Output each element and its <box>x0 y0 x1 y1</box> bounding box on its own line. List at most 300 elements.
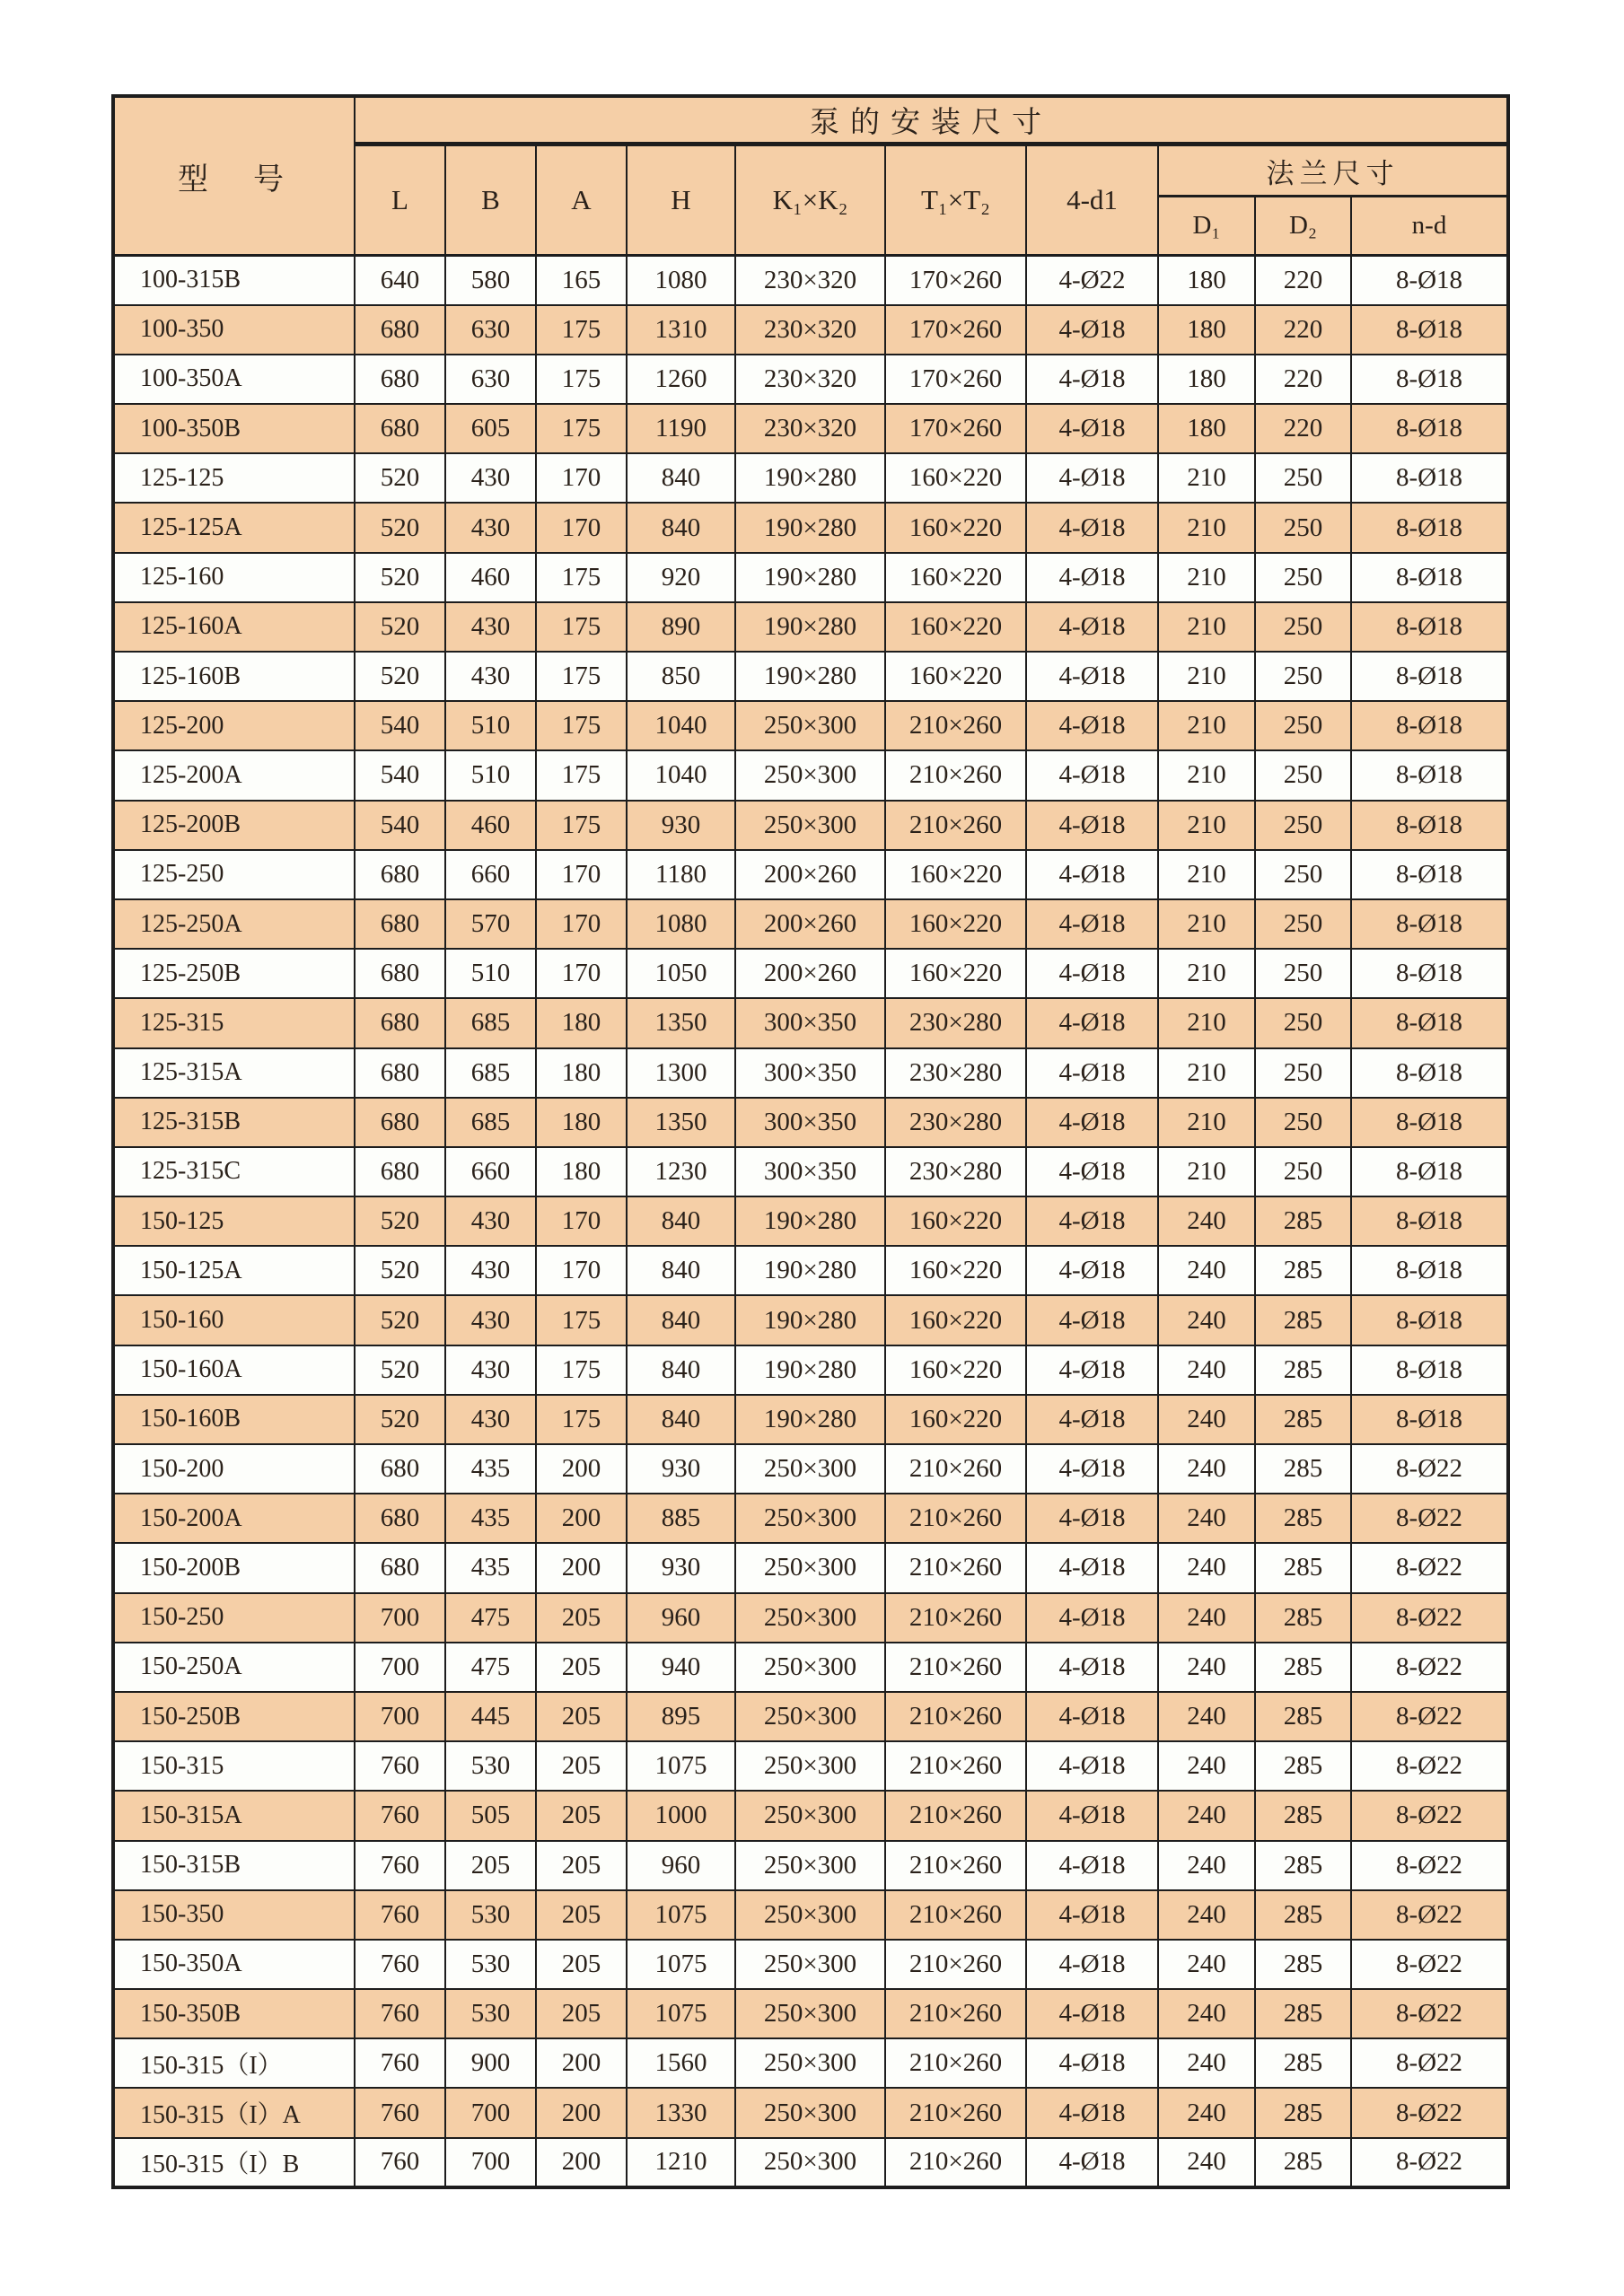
value-cell: 210 <box>1158 998 1255 1047</box>
value-cell: 4-Ø18 <box>1026 850 1158 899</box>
value-cell: 1040 <box>627 750 735 800</box>
value-cell: 210 <box>1158 801 1255 850</box>
value-cell: 205 <box>536 1791 627 1840</box>
value-cell: 210 <box>1158 602 1255 652</box>
model-cell: 150-315（I）A <box>113 2088 355 2137</box>
value-cell: 250 <box>1255 750 1351 800</box>
value-cell: 680 <box>355 998 445 1047</box>
value-cell: 510 <box>445 949 536 998</box>
value-cell: 1560 <box>627 2038 735 2088</box>
table-row <box>113 2138 1508 2187</box>
value-cell: 890 <box>627 602 735 652</box>
value-cell: 8-Ø22 <box>1351 1741 1508 1791</box>
value-cell: 8-Ø22 <box>1351 1890 1508 1940</box>
table-row <box>113 602 1508 652</box>
value-cell: 4-Ø18 <box>1026 1295 1158 1345</box>
table-row <box>113 1741 1508 1791</box>
value-cell: 285 <box>1255 1940 1351 1989</box>
value-cell: 8-Ø18 <box>1351 1246 1508 1295</box>
value-cell: 505 <box>445 1791 536 1840</box>
value-cell: 240 <box>1158 1543 1255 1592</box>
value-cell: 8-Ø18 <box>1351 850 1508 899</box>
value-cell: 250×300 <box>735 1791 885 1840</box>
model-cell: 100-315B <box>113 256 355 305</box>
table-row <box>113 1940 1508 1989</box>
value-cell: 8-Ø22 <box>1351 2088 1508 2137</box>
table-row <box>113 1543 1508 1592</box>
value-cell: 205 <box>536 1593 627 1643</box>
table-row <box>113 503 1508 552</box>
value-cell: 210 <box>1158 1147 1255 1196</box>
value-cell: 520 <box>355 1196 445 1246</box>
value-cell: 435 <box>445 1543 536 1592</box>
value-cell: 4-Ø18 <box>1026 553 1158 602</box>
value-cell: 285 <box>1255 1395 1351 1444</box>
value-cell: 8-Ø18 <box>1351 701 1508 750</box>
value-cell: 630 <box>445 355 536 404</box>
value-cell: 8-Ø22 <box>1351 1692 1508 1741</box>
value-cell: 4-Ø18 <box>1026 801 1158 850</box>
value-cell: 8-Ø18 <box>1351 355 1508 404</box>
table-row <box>113 2088 1508 2137</box>
value-cell: 230×320 <box>735 256 885 305</box>
value-cell: 570 <box>445 899 536 949</box>
model-cell: 150-315B <box>113 1841 355 1890</box>
value-cell: 250×300 <box>735 1494 885 1543</box>
value-cell: 300×350 <box>735 1048 885 1098</box>
value-cell: 285 <box>1255 1989 1351 2038</box>
value-cell: 170 <box>536 453 627 503</box>
value-cell: 520 <box>355 453 445 503</box>
value-cell: 885 <box>627 1494 735 1543</box>
value-cell: 160×220 <box>885 1246 1026 1295</box>
value-cell: 4-Ø18 <box>1026 701 1158 750</box>
value-cell: 250 <box>1255 1048 1351 1098</box>
value-cell: 250 <box>1255 453 1351 503</box>
value-cell: 1075 <box>627 1989 735 2038</box>
value-cell: 520 <box>355 652 445 701</box>
value-cell: 680 <box>355 1048 445 1098</box>
value-cell: 1050 <box>627 949 735 998</box>
value-cell: 170 <box>536 503 627 552</box>
value-cell: 200 <box>536 2088 627 2137</box>
value-cell: 1350 <box>627 1098 735 1147</box>
value-cell: 200×260 <box>735 850 885 899</box>
value-cell: 250×300 <box>735 750 885 800</box>
value-cell: 530 <box>445 1989 536 2038</box>
value-cell: 250 <box>1255 899 1351 949</box>
value-cell: 190×280 <box>735 1345 885 1395</box>
value-cell: 240 <box>1158 1741 1255 1791</box>
value-cell: 240 <box>1158 1444 1255 1494</box>
value-cell: 700 <box>355 1593 445 1643</box>
value-cell: 160×220 <box>885 1196 1026 1246</box>
value-cell: 4-Ø18 <box>1026 1841 1158 1890</box>
value-cell: 680 <box>355 1494 445 1543</box>
value-cell: 240 <box>1158 1345 1255 1395</box>
value-cell: 8-Ø18 <box>1351 305 1508 355</box>
model-cell: 125-160B <box>113 652 355 701</box>
value-cell: 175 <box>536 701 627 750</box>
value-cell: 240 <box>1158 2138 1255 2187</box>
value-cell: 920 <box>627 553 735 602</box>
value-cell: 200 <box>536 1494 627 1543</box>
value-cell: 230×280 <box>885 1098 1026 1147</box>
value-cell: 250 <box>1255 801 1351 850</box>
value-cell: 285 <box>1255 1444 1351 1494</box>
table-row <box>113 1643 1508 1692</box>
value-cell: 210×260 <box>885 1692 1026 1741</box>
value-cell: 8-Ø22 <box>1351 2138 1508 2187</box>
value-cell: 250×300 <box>735 1940 885 1989</box>
value-cell: 8-Ø18 <box>1351 750 1508 800</box>
value-cell: 230×280 <box>885 1147 1026 1196</box>
value-cell: 250 <box>1255 602 1351 652</box>
value-cell: 1080 <box>627 899 735 949</box>
value-cell: 210×260 <box>885 2088 1026 2137</box>
value-cell: 205 <box>536 1940 627 1989</box>
value-cell: 540 <box>355 701 445 750</box>
value-cell: 840 <box>627 503 735 552</box>
value-cell: 210 <box>1158 949 1255 998</box>
value-cell: 240 <box>1158 1791 1255 1840</box>
value-cell: 4-Ø18 <box>1026 355 1158 404</box>
value-cell: 285 <box>1255 1494 1351 1543</box>
value-cell: 680 <box>355 1147 445 1196</box>
value-cell: 510 <box>445 750 536 800</box>
value-cell: 210 <box>1158 553 1255 602</box>
table-row <box>113 1048 1508 1098</box>
model-cell: 150-250B <box>113 1692 355 1741</box>
value-cell: 960 <box>627 1841 735 1890</box>
value-cell: 760 <box>355 1741 445 1791</box>
value-cell: 240 <box>1158 1593 1255 1643</box>
value-cell: 210 <box>1158 701 1255 750</box>
value-cell: 285 <box>1255 2138 1351 2187</box>
value-cell: 240 <box>1158 1940 1255 1989</box>
value-cell: 170 <box>536 949 627 998</box>
value-cell: 660 <box>445 850 536 899</box>
value-cell: 210 <box>1158 453 1255 503</box>
model-cell: 150-315 <box>113 1741 355 1791</box>
value-cell: 210 <box>1158 1048 1255 1098</box>
value-cell: 170 <box>536 1196 627 1246</box>
value-cell: 460 <box>445 553 536 602</box>
value-cell: 8-Ø18 <box>1351 1295 1508 1345</box>
value-cell: 250 <box>1255 850 1351 899</box>
model-column-header: 型 号 <box>113 96 355 256</box>
value-cell: 240 <box>1158 1643 1255 1692</box>
table-row <box>113 404 1508 453</box>
value-cell: 220 <box>1255 404 1351 453</box>
value-cell: 180 <box>1158 355 1255 404</box>
value-cell: 1260 <box>627 355 735 404</box>
column-header-T1xT2: T₁×T₂ <box>885 145 1026 256</box>
table-row <box>113 998 1508 1047</box>
value-cell: 300×350 <box>735 1098 885 1147</box>
value-cell: 530 <box>445 1940 536 1989</box>
value-cell: 240 <box>1158 1196 1255 1246</box>
value-cell: 640 <box>355 256 445 305</box>
table-title: 泵的安装尺寸 <box>355 96 1508 145</box>
value-cell: 250×300 <box>735 801 885 850</box>
value-cell: 240 <box>1158 1395 1255 1444</box>
value-cell: 210×260 <box>885 750 1026 800</box>
value-cell: 250×300 <box>735 1593 885 1643</box>
value-cell: 8-Ø18 <box>1351 256 1508 305</box>
value-cell: 180 <box>536 1098 627 1147</box>
value-cell: 285 <box>1255 2088 1351 2137</box>
value-cell: 900 <box>445 2038 536 2088</box>
model-cell: 100-350 <box>113 305 355 355</box>
value-cell: 160×220 <box>885 553 1026 602</box>
value-cell: 930 <box>627 1444 735 1494</box>
value-cell: 4-Ø18 <box>1026 1940 1158 1989</box>
value-cell: 8-Ø22 <box>1351 1940 1508 1989</box>
value-cell: 430 <box>445 602 536 652</box>
value-cell: 210×260 <box>885 1791 1026 1840</box>
value-cell: 520 <box>355 553 445 602</box>
table-row <box>113 1791 1508 1840</box>
model-cell: 125-250 <box>113 850 355 899</box>
value-cell: 190×280 <box>735 1196 885 1246</box>
value-cell: 240 <box>1158 2088 1255 2137</box>
value-cell: 160×220 <box>885 602 1026 652</box>
value-cell: 930 <box>627 801 735 850</box>
value-cell: 190×280 <box>735 602 885 652</box>
value-cell: 930 <box>627 1543 735 1592</box>
table-row <box>113 1196 1508 1246</box>
value-cell: 200 <box>536 1543 627 1592</box>
value-cell: 680 <box>355 1543 445 1592</box>
value-cell: 205 <box>536 1890 627 1940</box>
value-cell: 8-Ø18 <box>1351 1147 1508 1196</box>
value-cell: 4-Ø18 <box>1026 1098 1158 1147</box>
model-cell: 125-200B <box>113 801 355 850</box>
value-cell: 220 <box>1255 305 1351 355</box>
value-cell: 240 <box>1158 1246 1255 1295</box>
table-row <box>113 1098 1508 1147</box>
value-cell: 8-Ø22 <box>1351 1543 1508 1592</box>
value-cell: 210×260 <box>885 1444 1026 1494</box>
value-cell: 205 <box>445 1841 536 1890</box>
value-cell: 4-Ø18 <box>1026 1741 1158 1791</box>
value-cell: 4-Ø18 <box>1026 1345 1158 1395</box>
value-cell: 760 <box>355 2088 445 2137</box>
value-cell: 170×260 <box>885 404 1026 453</box>
value-cell: 4-Ø18 <box>1026 1444 1158 1494</box>
value-cell: 190×280 <box>735 503 885 552</box>
value-cell: 520 <box>355 503 445 552</box>
value-cell: 175 <box>536 305 627 355</box>
value-cell: 8-Ø18 <box>1351 1345 1508 1395</box>
flange-size-header: 法兰尺寸 <box>1158 145 1508 197</box>
value-cell: 285 <box>1255 1692 1351 1741</box>
value-cell: 430 <box>445 453 536 503</box>
table-row <box>113 1692 1508 1741</box>
column-header-D2: D₂ <box>1255 197 1351 256</box>
table-row <box>113 1989 1508 2038</box>
value-cell: 250 <box>1255 652 1351 701</box>
table-row <box>113 1444 1508 1494</box>
value-cell: 760 <box>355 1890 445 1940</box>
value-cell: 200 <box>536 2038 627 2088</box>
table-row <box>113 355 1508 404</box>
value-cell: 190×280 <box>735 1395 885 1444</box>
value-cell: 160×220 <box>885 453 1026 503</box>
value-cell: 220 <box>1255 256 1351 305</box>
value-cell: 700 <box>355 1692 445 1741</box>
value-cell: 4-Ø18 <box>1026 1395 1158 1444</box>
value-cell: 4-Ø18 <box>1026 1989 1158 2038</box>
value-cell: 250 <box>1255 949 1351 998</box>
value-cell: 4-Ø18 <box>1026 1147 1158 1196</box>
model-cell: 125-160A <box>113 602 355 652</box>
model-cell: 150-315A <box>113 1791 355 1840</box>
value-cell: 175 <box>536 1295 627 1345</box>
table-row <box>113 1246 1508 1295</box>
value-cell: 175 <box>536 750 627 800</box>
value-cell: 8-Ø18 <box>1351 602 1508 652</box>
value-cell: 1180 <box>627 850 735 899</box>
value-cell: 210×260 <box>885 701 1026 750</box>
value-cell: 210×260 <box>885 1741 1026 1791</box>
value-cell: 520 <box>355 1395 445 1444</box>
value-cell: 8-Ø18 <box>1351 652 1508 701</box>
value-cell: 4-Ø18 <box>1026 453 1158 503</box>
value-cell: 4-Ø18 <box>1026 1246 1158 1295</box>
model-cell: 150-250A <box>113 1643 355 1692</box>
value-cell: 8-Ø22 <box>1351 1494 1508 1543</box>
value-cell: 230×280 <box>885 998 1026 1047</box>
value-cell: 8-Ø18 <box>1351 998 1508 1047</box>
value-cell: 250×300 <box>735 2138 885 2187</box>
value-cell: 680 <box>355 1444 445 1494</box>
value-cell: 4-Ø18 <box>1026 305 1158 355</box>
value-cell: 250×300 <box>735 1841 885 1890</box>
value-cell: 170 <box>536 1246 627 1295</box>
model-cell: 125-315C <box>113 1147 355 1196</box>
table-row <box>113 2038 1508 2088</box>
value-cell: 4-Ø18 <box>1026 998 1158 1047</box>
value-cell: 520 <box>355 1345 445 1395</box>
value-cell: 1190 <box>627 404 735 453</box>
value-cell: 230×280 <box>885 1048 1026 1098</box>
value-cell: 190×280 <box>735 553 885 602</box>
model-cell: 125-125A <box>113 503 355 552</box>
value-cell: 4-Ø18 <box>1026 1196 1158 1246</box>
value-cell: 250×300 <box>735 2038 885 2088</box>
value-cell: 1000 <box>627 1791 735 1840</box>
value-cell: 240 <box>1158 1692 1255 1741</box>
value-cell: 285 <box>1255 1345 1351 1395</box>
value-cell: 8-Ø18 <box>1351 1048 1508 1098</box>
value-cell: 510 <box>445 701 536 750</box>
value-cell: 4-Ø18 <box>1026 899 1158 949</box>
value-cell: 180 <box>536 998 627 1047</box>
value-cell: 8-Ø22 <box>1351 1643 1508 1692</box>
value-cell: 240 <box>1158 1494 1255 1543</box>
table-body <box>113 256 1508 2187</box>
value-cell: 680 <box>355 404 445 453</box>
value-cell: 8-Ø18 <box>1351 899 1508 949</box>
value-cell: 700 <box>445 2138 536 2187</box>
value-cell: 4-Ø18 <box>1026 750 1158 800</box>
model-cell: 125-250A <box>113 899 355 949</box>
value-cell: 170 <box>536 850 627 899</box>
value-cell: 190×280 <box>735 652 885 701</box>
table-row <box>113 850 1508 899</box>
value-cell: 285 <box>1255 1196 1351 1246</box>
value-cell: 530 <box>445 1890 536 1940</box>
table-row <box>113 1494 1508 1543</box>
value-cell: 430 <box>445 1295 536 1345</box>
value-cell: 165 <box>536 256 627 305</box>
table-row <box>113 453 1508 503</box>
table-row <box>113 1295 1508 1345</box>
value-cell: 170×260 <box>885 355 1026 404</box>
value-cell: 840 <box>627 1395 735 1444</box>
value-cell: 475 <box>445 1593 536 1643</box>
value-cell: 285 <box>1255 1841 1351 1890</box>
model-cell: 125-315B <box>113 1098 355 1147</box>
value-cell: 160×220 <box>885 652 1026 701</box>
value-cell: 285 <box>1255 1643 1351 1692</box>
value-cell: 4-Ø18 <box>1026 1593 1158 1643</box>
model-cell: 100-350B <box>113 404 355 453</box>
value-cell: 250×300 <box>735 1444 885 1494</box>
value-cell: 210 <box>1158 503 1255 552</box>
value-cell: 250 <box>1255 553 1351 602</box>
table-row <box>113 256 1508 305</box>
table-row <box>113 899 1508 949</box>
model-cell: 150-160 <box>113 1295 355 1345</box>
value-cell: 460 <box>445 801 536 850</box>
value-cell: 700 <box>355 1643 445 1692</box>
value-cell: 840 <box>627 453 735 503</box>
value-cell: 180 <box>1158 305 1255 355</box>
value-cell: 285 <box>1255 1593 1351 1643</box>
value-cell: 760 <box>355 1989 445 2038</box>
value-cell: 1075 <box>627 1890 735 1940</box>
value-cell: 475 <box>445 1643 536 1692</box>
value-cell: 300×350 <box>735 998 885 1047</box>
value-cell: 760 <box>355 1940 445 1989</box>
value-cell: 190×280 <box>735 1246 885 1295</box>
value-cell: 230×320 <box>735 305 885 355</box>
value-cell: 840 <box>627 1196 735 1246</box>
value-cell: 8-Ø18 <box>1351 1395 1508 1444</box>
value-cell: 285 <box>1255 1791 1351 1840</box>
value-cell: 8-Ø18 <box>1351 801 1508 850</box>
value-cell: 210×260 <box>885 1989 1026 2038</box>
value-cell: 200 <box>536 1444 627 1494</box>
value-cell: 205 <box>536 1989 627 2038</box>
model-cell: 150-160A <box>113 1345 355 1395</box>
value-cell: 285 <box>1255 1246 1351 1295</box>
value-cell: 240 <box>1158 1841 1255 1890</box>
value-cell: 435 <box>445 1494 536 1543</box>
value-cell: 210×260 <box>885 1841 1026 1890</box>
value-cell: 4-Ø18 <box>1026 2038 1158 2088</box>
value-cell: 240 <box>1158 2038 1255 2088</box>
value-cell: 175 <box>536 801 627 850</box>
value-cell: 8-Ø18 <box>1351 1098 1508 1147</box>
value-cell: 160×220 <box>885 850 1026 899</box>
model-cell: 125-200 <box>113 701 355 750</box>
model-cell: 150-160B <box>113 1395 355 1444</box>
value-cell: 1350 <box>627 998 735 1047</box>
